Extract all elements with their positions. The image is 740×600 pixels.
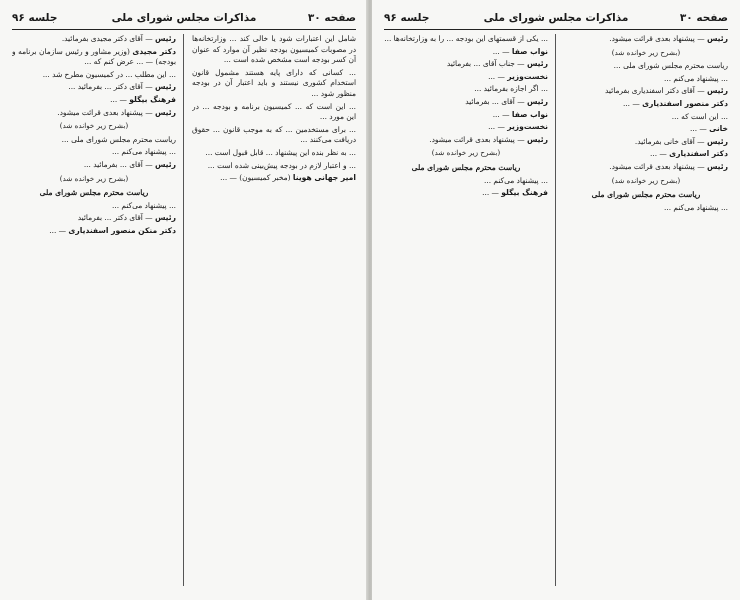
speaker-name: رئیس <box>706 86 728 96</box>
speaker-name: دکتر منکن منصور اسفندیاری <box>68 225 176 235</box>
speaker-name: نخست‌وزیر <box>507 122 548 132</box>
body-paragraph: ... پیشنهاد می‌کنم ... <box>664 73 728 83</box>
body-paragraph: ... به نظر بنده این پیشنهاد ... قابل قبول است ... <box>205 147 356 157</box>
speaker-name: رئیس <box>706 161 728 171</box>
speaker-name: رئیس <box>526 134 548 144</box>
body-paragraph: ... برای مستخدمین ... که به موجب قانون ... حقوق دریافت می‌کنند ... <box>192 124 356 145</box>
speech-text: — جناب آقای ... بفرمائید <box>446 59 527 69</box>
body-paragraph: ... یکی از قسمتهای این بودجه ... را به وزارتخانه‌ها ... <box>384 34 548 43</box>
speaker-name: رئیس <box>154 34 176 43</box>
stage-direction: (بشرح زیر خوانده شد) <box>431 148 501 158</box>
body-paragraph: ... اگر اجازه بفرمائید ... <box>474 84 548 94</box>
speaker-name: امیر جهانی هوینا <box>292 173 356 183</box>
speech-text: — آقای دکتر ... بفرمائید <box>77 213 155 223</box>
body-paragraph: ... پیشنهاد می‌کنم ... <box>112 147 176 157</box>
right-page-number: صفحه ۳۰ <box>679 12 728 24</box>
left-page-session: جلسه ۹۶ <box>12 12 58 24</box>
speech-text: — ... <box>110 94 130 104</box>
speech-text: — پیشنهاد بعدی قرائت میشود. <box>429 134 527 144</box>
speech-text: — پیشنهاد بعدی قرائت میشود. <box>609 161 707 171</box>
speech-paragraph <box>564 34 728 45</box>
speech-text: — ... <box>482 188 502 198</box>
speech-text: — پیشنهاد بعدی قرائت میشود. <box>57 107 155 117</box>
speech-paragraph <box>12 160 176 171</box>
left-header-rule <box>12 29 356 30</box>
body-paragraph: ریاست محترم مجلس شورای ملی ... <box>613 61 728 71</box>
speech-paragraph <box>12 47 176 68</box>
speaker-name: رئیس <box>526 59 548 69</box>
speaker-name: نواب صفا <box>511 109 548 119</box>
speech-paragraph <box>384 188 548 199</box>
speech-paragraph <box>12 34 176 45</box>
right-page-column-divider <box>555 34 556 586</box>
body-paragraph: ... کسانی که دارای پایه هستند مشمول قانون استخدام کشوری نیستند و باید اعتبار آن در بودجه منظور شود ... <box>192 67 356 98</box>
body-paragraph: ... پیشنهاد می‌کنم ... <box>112 200 176 210</box>
right-page-column-right <box>564 34 728 590</box>
speaker-name: رئیس <box>526 96 548 106</box>
speaker-name: نواب صفا <box>511 46 548 56</box>
right-page-session: جلسه ۹۶ <box>384 12 430 24</box>
speech-text: — پیشنهاد بعدی قرائت میشود. <box>609 34 707 43</box>
body-paragraph: شامل این اعتبارات شود یا خالی کند ... وزارتخانه‌ها در مصوبات کمیسیون بودجه نظیر آن موارد که عنوان آن کسر بودجه است مشخص شده است ... <box>192 34 356 65</box>
address-heading: ریاست محترم مجلس شورای ملی <box>591 190 701 200</box>
speech-text: — ... <box>650 149 670 159</box>
speaker-name: دکتر منصور اسفندیاری <box>642 98 728 108</box>
speech-text: — ... <box>690 124 710 134</box>
speech-text: — ... <box>488 71 508 81</box>
speaker-name: رئیس <box>154 159 176 169</box>
speech-text: — آقای دکتر ... بفرمائید ... <box>68 82 155 92</box>
left-page <box>0 0 368 600</box>
address-heading: ریاست محترم مجلس شورای ملی <box>39 188 149 198</box>
left-page-header <box>12 10 356 28</box>
speech-paragraph <box>564 149 728 160</box>
speaker-name: رئیس <box>706 136 728 146</box>
right-page-title: مذاکرات مجلس شورای ملی <box>483 12 629 24</box>
speech-paragraph <box>564 137 728 148</box>
speaker-name: رئیس <box>154 82 176 92</box>
speech-paragraph <box>384 122 548 133</box>
stage-direction: (بشرح زیر خوانده شد) <box>611 175 681 185</box>
speech-text: — آقای دکتر اسفندیاری بفرمائید <box>605 86 707 96</box>
speech-text: — ... <box>488 122 508 132</box>
speech-paragraph <box>384 72 548 83</box>
speech-paragraph <box>384 47 548 58</box>
body-paragraph: ... پیشنهاد می‌کنم ... <box>664 202 728 212</box>
speaker-name: فرهنگ بیگلو <box>501 188 548 198</box>
speech-text: (مخبر کمیسیون) — ... <box>220 173 293 183</box>
speech-text: — ... <box>49 225 69 235</box>
speech-paragraph <box>564 99 728 110</box>
body-paragraph: ... این است که ... <box>671 111 728 121</box>
speech-text: — ... <box>622 98 643 108</box>
speaker-name: رئیس <box>706 34 728 43</box>
speech-paragraph <box>12 213 176 224</box>
speech-text: — ... <box>492 109 512 119</box>
speech-paragraph <box>564 124 728 135</box>
speaker-name: دکتر اسفندیاری <box>669 149 728 159</box>
stage-direction: (بشرح زیر خوانده شد) <box>59 173 129 183</box>
address-heading: ریاست محترم مجلس شورای ملی <box>411 162 521 172</box>
speech-paragraph <box>12 108 176 119</box>
speaker-name: نخست‌وزیر <box>507 71 548 81</box>
stage-direction: (بشرح زیر خوانده شد) <box>59 121 129 131</box>
speech-text: — آقای ... بفرمائید <box>465 96 527 106</box>
body-paragraph: ... این مطلب ... در کمیسیون مطرح شد ... <box>42 69 176 79</box>
speech-text: — آقای ... بفرمائید ... <box>83 159 155 169</box>
left-page-column-right <box>192 34 356 590</box>
speech-text: — آقای دکتر مجیدی بفرمائید. <box>61 34 155 43</box>
speech-paragraph <box>384 59 548 70</box>
right-page-header <box>384 10 728 28</box>
left-page-number: صفحه ۳۰ <box>307 12 356 24</box>
speaker-name: دکتر مجیدی <box>132 46 176 56</box>
body-paragraph: ریاست محترم مجلس شورای ملی ... <box>61 134 176 144</box>
speech-text: — ... <box>492 46 512 56</box>
speaker-name: خانی <box>709 124 728 134</box>
speech-text: — آقای خانی بفرمائید. <box>634 136 707 146</box>
speech-paragraph <box>192 173 356 184</box>
left-page-title: مذاکرات مجلس شورای ملی <box>111 12 257 24</box>
body-paragraph: ... پیشنهاد می‌کنم ... <box>484 175 548 185</box>
speech-text: (وزیر مشاور و رئیس سازمان برنامه و بودجه) — ... عرض کنم که ... <box>12 46 176 67</box>
speaker-name: فرهنگ بیگلو <box>129 94 176 104</box>
speaker-name: رئیس <box>154 107 176 117</box>
stage-direction: (بشرح زیر خوانده شد) <box>611 47 681 57</box>
speech-paragraph <box>12 226 176 237</box>
body-paragraph: ... این است که ... کمیسیون برنامه و بودجه ... در این مورد ... <box>192 101 356 122</box>
speech-paragraph <box>384 135 548 146</box>
right-page-column-left <box>384 34 548 590</box>
right-page <box>372 0 740 600</box>
right-header-rule <box>384 29 728 30</box>
speech-paragraph <box>12 95 176 106</box>
body-paragraph: ... و اعتبار لازم در بودجه پیش‌بینی شده است ... <box>207 160 356 170</box>
speech-paragraph <box>564 162 728 173</box>
left-page-column-left <box>12 34 176 590</box>
speech-paragraph <box>384 110 548 121</box>
speech-paragraph <box>564 86 728 97</box>
speech-paragraph <box>12 82 176 93</box>
speech-paragraph <box>384 97 548 108</box>
speaker-name: رئیس <box>154 213 176 223</box>
left-page-column-divider <box>183 34 184 586</box>
